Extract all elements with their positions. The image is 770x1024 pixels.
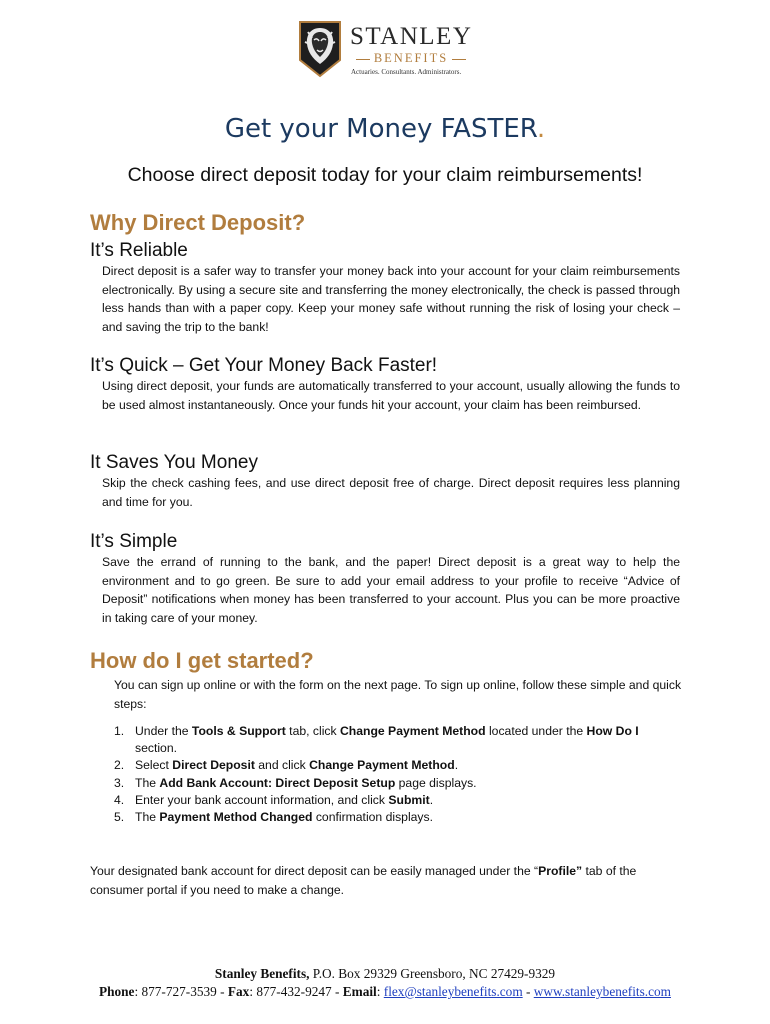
phone-value: : 877-727-3539 - [134,984,228,999]
step-bold: Payment Method Changed [159,810,313,825]
website-link[interactable]: www.stanleybenefits.com [533,984,671,999]
logo-sub: BENEFITS [350,51,472,66]
page-subtitle: Choose direct deposit today for your claim reimbursements! [127,164,643,186]
step-number: 4. [114,792,125,807]
step-number: 1. [114,724,125,738]
step-text: Select [135,758,173,773]
email-separator: : [376,984,384,999]
fax-value: : 877-432-9247 - [249,984,343,999]
saves-heading: It Saves You Money [90,452,258,473]
start-heading: How do I get started? [90,648,314,673]
page-title [0,114,770,144]
step-text: page displays. [395,775,477,790]
logo-tagline: Actuaries. Consultants. Administrators. [351,68,462,76]
step-text: located under the [485,724,587,738]
footer-company: Stanley Benefits, [214,966,310,981]
why-heading: Why Direct Deposit? [90,210,306,235]
list-item [114,757,674,774]
list-item [114,809,674,826]
steps-list [114,723,674,826]
reliable-body: Direct deposit is a safer way to transfer your money back into your account for your claim reimbursements electronically. By using a secure site and transferring the money electronically, the check is passed through less hands than with a paper copy. Keep your money safe without running the risk of losing your check – and saving the trip to the bank! [102,264,680,335]
simple-body: Save the errand of running to the bank, and the paper! Direct deposit is a great way to help the environment and to go green. Be sure to add your email address to your profile to receive “Advice of Deposit” notifications when money has been transferred to your account. Plus you can be more proactive in taking care of your money. [102,555,680,626]
page-title-mark: . [536,114,546,144]
logo-name: STANLEY [350,23,473,50]
step-text: Enter your bank account information, and click [135,792,389,807]
footer-dash: - [522,984,534,999]
email-label: Email [342,984,377,999]
step-bold: Change Payment Method [309,758,455,773]
list-item [114,775,674,792]
step-bold: Submit [388,792,430,807]
step-text: tab, click [285,724,340,738]
lion-shield-icon [298,20,342,78]
step-number: 5. [114,810,125,825]
footer-address-text: P.O. Box 29329 Greensboro, NC 27429-9329 [309,966,556,981]
stanley-benefits-logo [298,20,478,78]
step-bold: Direct Deposit [172,758,255,773]
step-bold: Add Bank Account: Direct Deposit Setup [159,775,396,790]
quick-heading: It’s Quick – Get Your Money Back Faster! [90,355,438,376]
step-text: section. [135,741,178,756]
closing-paragraph [90,862,690,900]
closing-text: Your designated bank account for direct deposit can be easily managed under the “ [90,864,539,878]
profile-bold: Profile” [538,864,583,878]
step-bold: How Do I [586,724,639,738]
step-bold: Change Payment Method [339,724,486,738]
reliable-heading: It’s Reliable [90,240,188,261]
step-text: . [429,792,434,807]
quick-body: Using direct deposit, your funds are automatically transferred to your account, usually allowing the funds to be used almost instantaneously. Once your funds hit your account, your claim has been reimbursed. [102,379,680,412]
step-text: confirmation displays. [312,810,434,825]
email-link[interactable]: flex@stanleybenefits.com [383,984,523,999]
phone-label: Phone [99,984,135,999]
list-item [114,723,674,757]
step-number: 3. [114,775,125,790]
step-number: 2. [114,758,125,773]
step-bold: Tools & Support [191,724,286,738]
footer-contact [0,984,770,1000]
step-text: . [454,758,459,773]
step-text: The [135,810,160,825]
step-text: Under the [135,724,192,738]
footer-address [0,966,770,982]
closing-text: tab of the consumer portal if you need to make a change. [90,864,637,897]
list-item [114,792,674,809]
saves-body: Skip the check cashing fees, and use direct deposit free of charge. Direct deposit requires less planning and time for you. [102,476,680,509]
simple-heading: It’s Simple [90,531,178,552]
fax-label: Fax [227,984,250,999]
start-intro: You can sign up online or with the form on the next page. To sign up online, follow these simple and quick steps: [114,678,682,711]
step-text: The [135,775,160,790]
step-text: and click [254,758,310,773]
page-title-text: Get your Money FASTER [224,114,537,144]
